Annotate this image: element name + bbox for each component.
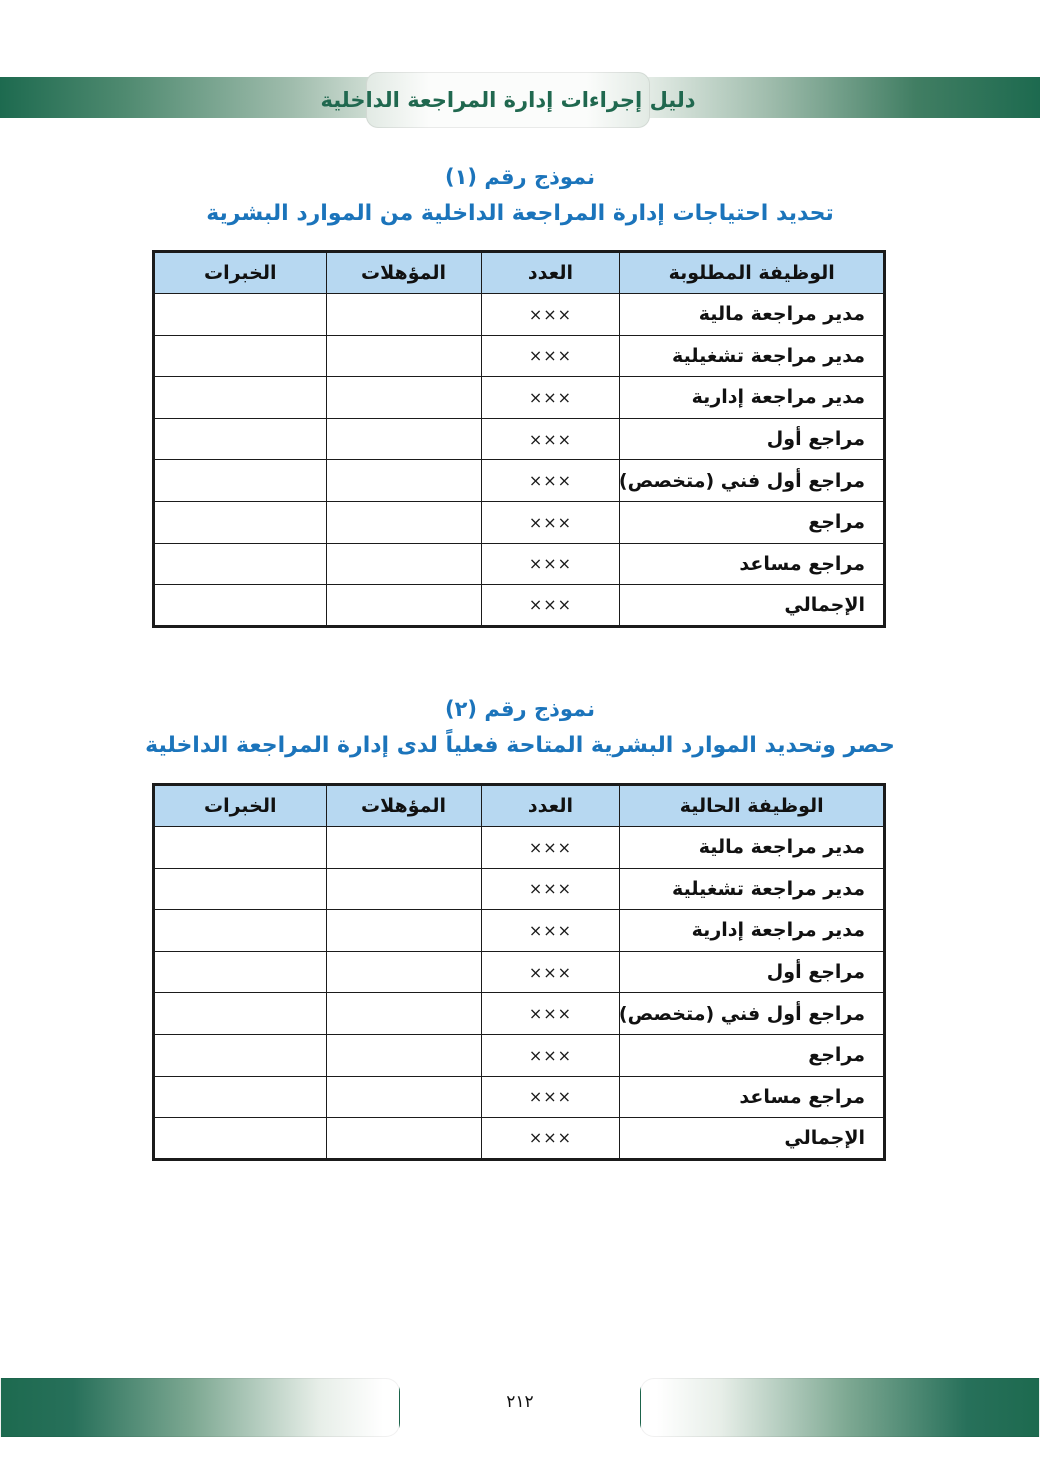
table-row	[154, 993, 885, 1035]
table-row	[154, 543, 885, 585]
position-cell: مراجع	[620, 1034, 885, 1076]
table-row	[154, 910, 885, 952]
experience-cell	[154, 993, 327, 1035]
form2-title: نموذج رقم (٢)	[444, 697, 595, 721]
qualifications-cell	[326, 543, 481, 585]
count-cell: ×××	[481, 585, 620, 627]
table-row	[154, 1076, 885, 1118]
table-header-row	[154, 785, 885, 827]
table-row	[154, 585, 885, 627]
experience-column-header: الخبرات	[154, 252, 327, 294]
position-cell: مدير مراجعة مالية	[620, 294, 885, 336]
count-cell: ×××	[481, 501, 620, 543]
count-column-header: العدد	[481, 252, 620, 294]
count-cell: ×××	[481, 294, 620, 336]
experience-cell	[154, 294, 327, 336]
position-cell: مدير مراجعة مالية	[620, 827, 885, 869]
position-cell: مراجع أول	[620, 418, 885, 460]
count-cell: ×××	[481, 993, 620, 1035]
table-row	[154, 418, 885, 460]
table-row	[154, 1034, 885, 1076]
qualifications-cell	[326, 1118, 481, 1160]
position-cell: مراجع مساعد	[620, 543, 885, 585]
qualifications-cell	[326, 460, 481, 502]
experience-cell	[154, 1118, 327, 1160]
qualifications-cell	[326, 418, 481, 460]
form1-caption: تحديد احتياجات إدارة المراجعة الداخلية من الموارد البشرية	[206, 201, 834, 226]
experience-cell	[154, 501, 327, 543]
table-row	[154, 501, 885, 543]
qualifications-cell	[326, 951, 481, 993]
experience-cell	[154, 418, 327, 460]
table-row	[154, 377, 885, 419]
experience-cell	[154, 868, 327, 910]
qualifications-cell	[326, 335, 481, 377]
qualifications-cell	[326, 993, 481, 1035]
qualifications-cell	[326, 585, 481, 627]
qualifications-cell	[326, 377, 481, 419]
count-column-header: العدد	[481, 785, 620, 827]
table-header-row	[154, 252, 885, 294]
count-cell: ×××	[481, 868, 620, 910]
experience-cell	[154, 543, 327, 585]
experience-cell	[154, 377, 327, 419]
experience-cell	[154, 910, 327, 952]
count-cell: ×××	[481, 543, 620, 585]
qualifications-cell	[326, 501, 481, 543]
experience-cell	[154, 585, 327, 627]
count-cell: ×××	[481, 335, 620, 377]
position-cell: مراجع أول فني (متخصص)	[620, 460, 885, 502]
count-cell: ×××	[481, 1034, 620, 1076]
position-column-header: الوظيفة المطلوبة	[620, 252, 885, 294]
count-cell: ×××	[481, 910, 620, 952]
position-cell: مدير مراجعة تشغيلية	[620, 335, 885, 377]
requirements-table	[152, 250, 886, 628]
position-cell: مراجع أول	[620, 951, 885, 993]
form2-caption: حصر وتحديد الموارد البشرية المتاحة فعلياً لدى إدارة المراجعة الداخلية	[145, 733, 895, 758]
qualifications-cell	[326, 827, 481, 869]
count-cell: ×××	[481, 1076, 620, 1118]
position-cell: مراجع	[620, 501, 885, 543]
qualifications-cell	[326, 294, 481, 336]
qualifications-column-header: المؤهلات	[326, 252, 481, 294]
count-cell: ×××	[481, 460, 620, 502]
table-row	[154, 294, 885, 336]
page-number: ٢١٢	[506, 1392, 534, 1412]
experience-cell	[154, 460, 327, 502]
count-cell: ×××	[481, 827, 620, 869]
position-cell: مراجع مساعد	[620, 1076, 885, 1118]
qualifications-cell	[326, 1076, 481, 1118]
position-cell: الإجمالي	[620, 585, 885, 627]
qualifications-cell	[326, 910, 481, 952]
table-row	[154, 868, 885, 910]
position-column-header: الوظيفة الحالية	[620, 785, 885, 827]
count-cell: ×××	[481, 951, 620, 993]
qualifications-cell	[326, 868, 481, 910]
experience-column-header: الخبرات	[154, 785, 327, 827]
form1-title: نموذج رقم (١)	[444, 165, 595, 189]
count-cell: ×××	[481, 377, 620, 419]
count-cell: ×××	[481, 1118, 620, 1160]
experience-cell	[154, 335, 327, 377]
qualifications-cell	[326, 1034, 481, 1076]
experience-cell	[154, 1076, 327, 1118]
table-row	[154, 1118, 885, 1160]
position-cell: الإجمالي	[620, 1118, 885, 1160]
table-row	[154, 827, 885, 869]
table-row	[154, 460, 885, 502]
table-row	[154, 951, 885, 993]
experience-cell	[154, 827, 327, 869]
available-resources-table	[152, 783, 886, 1161]
qualifications-column-header: المؤهلات	[326, 785, 481, 827]
experience-cell	[154, 1034, 327, 1076]
position-cell: مدير مراجعة تشغيلية	[620, 868, 885, 910]
count-cell: ×××	[481, 418, 620, 460]
experience-cell	[154, 951, 327, 993]
header-title-box	[320, 72, 696, 128]
position-cell: مراجع أول فني (متخصص)	[620, 993, 885, 1035]
position-cell: مدير مراجعة إدارية	[620, 377, 885, 419]
position-cell: مدير مراجعة إدارية	[620, 910, 885, 952]
page-title: دليل إجراءات إدارة المراجعة الداخلية	[320, 88, 696, 112]
table-row	[154, 335, 885, 377]
